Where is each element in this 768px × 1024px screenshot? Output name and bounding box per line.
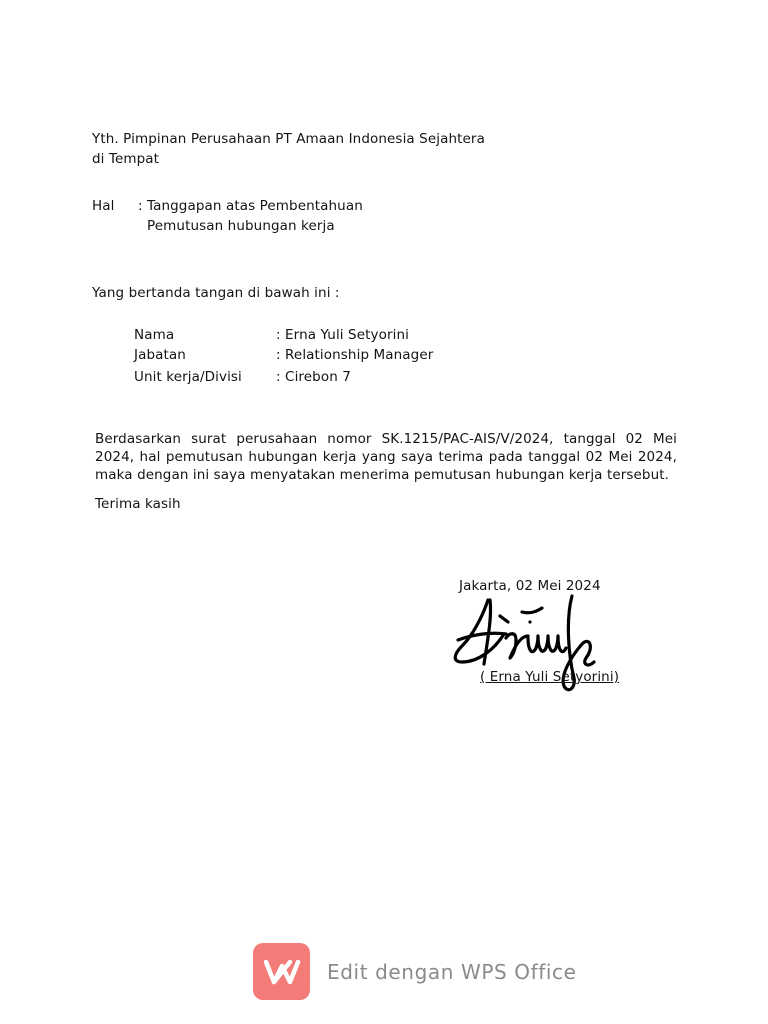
wps-edit-link[interactable]: Edit dengan WPS Office <box>327 960 577 984</box>
identity-label-position: Jabatan <box>134 347 186 363</box>
subject-line-2: Pemutusan hubungan kerja <box>147 218 335 234</box>
identity-value-name: : Erna Yuli Setyorini <box>276 327 409 343</box>
signer-name: ( Erna Yuli Setyorini) <box>480 669 620 685</box>
subject-label: Hal <box>92 198 115 214</box>
subject-colon: : <box>138 198 143 214</box>
place-date: Jakarta, 02 Mei 2024 <box>459 578 601 594</box>
identity-label-unit: Unit kerja/Divisi <box>134 369 242 385</box>
identity-label-name: Nama <box>134 327 175 343</box>
subject-line-1: Tanggapan atas Pembentahuan <box>147 198 363 214</box>
identity-value-unit: : Cirebon 7 <box>276 369 351 385</box>
intro-text: Yang bertanda tangan di bawah ini : <box>92 285 340 301</box>
recipient-line: Yth. Pimpinan Perusahaan PT Amaan Indonesia Sejahtera <box>92 131 485 147</box>
recipient-place: di Tempat <box>92 151 160 167</box>
identity-value-position: : Relationship Manager <box>276 347 434 363</box>
closing-text: Terima kasih <box>95 496 181 512</box>
wps-w-icon <box>262 956 302 988</box>
wps-logo[interactable] <box>253 943 310 1000</box>
body-paragraph: Berdasarkan surat perusahaan nomor SK.1215/PAC-AIS/V/2024, tanggal 02 Mei 2024, hal pemutusan hubungan kerja yang saya terima pada tanggal 02 Mei 2024, maka dengan ini saya menyatakan menerima pemutusan hubungan kerja tersebut. <box>95 431 677 483</box>
